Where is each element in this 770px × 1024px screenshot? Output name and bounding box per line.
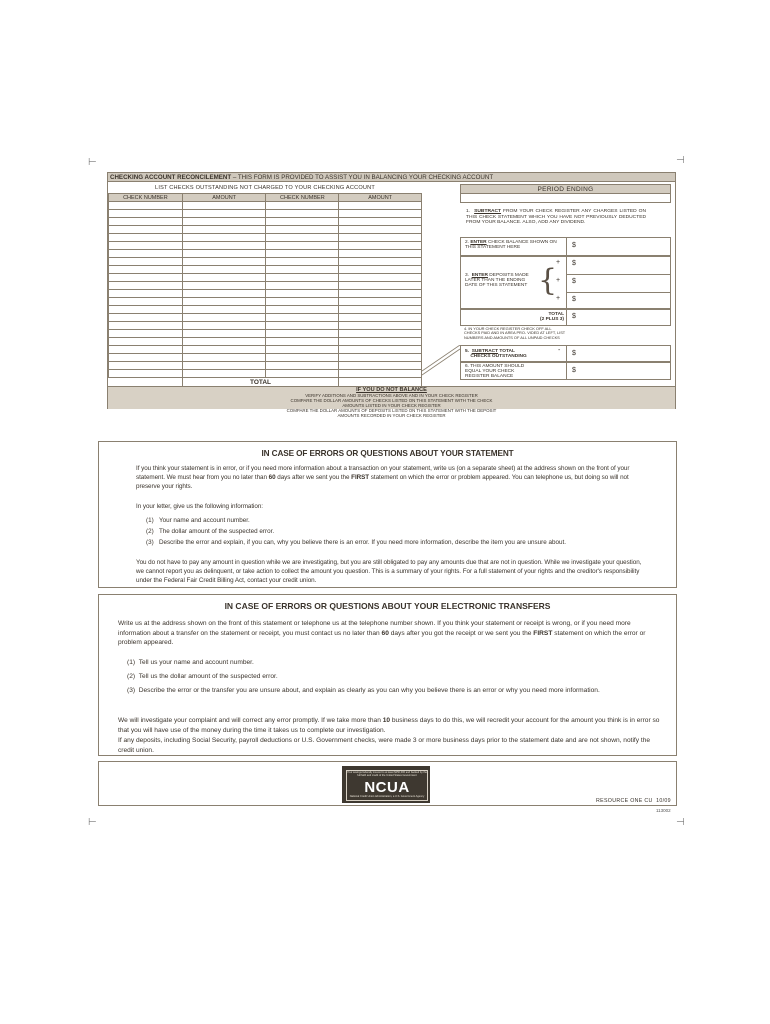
electronic-errors-paragraph-3: If any deposits, including Social Security, payroll deductions or U.S. Government checks, were made 3 or more business days prior to the statement date and are not shown, notify the credit union. [118, 737, 651, 754]
amount-cell[interactable] [339, 218, 422, 226]
check-number-cell[interactable] [109, 330, 183, 338]
outstanding-checks-area [108, 184, 422, 385]
balance-tip-line: COMPARE THE DOLLAR AMOUNTS OF DEPOSITS LISTED ON THIS STATEMENT WITH THE DEPOSIT [286, 408, 497, 413]
check-number-cell[interactable] [109, 314, 183, 322]
column-header: AMOUNT [339, 194, 422, 202]
reconcile-steps-grid [460, 237, 671, 380]
check-number-cell[interactable] [109, 370, 183, 378]
check-number-cell[interactable] [266, 242, 339, 250]
total-label-line: (2 PLUS 3) [540, 317, 564, 323]
list-number: (1) [127, 659, 136, 666]
brace-symbol: { [538, 263, 558, 298]
amount-cell[interactable] [182, 362, 266, 370]
check-number-cell[interactable] [266, 274, 339, 282]
total-connector-lines [422, 345, 462, 377]
check-number-cell[interactable] [109, 274, 183, 282]
check-number-cell[interactable] [266, 362, 339, 370]
amount-cell[interactable] [182, 306, 266, 314]
check-number-cell[interactable] [266, 314, 339, 322]
check-entry-row [109, 274, 422, 282]
amount-cell[interactable] [339, 266, 422, 274]
table-header-row [109, 194, 422, 202]
form-date: 10/09 [656, 798, 671, 804]
check-entry-row [109, 242, 422, 250]
amount-cell[interactable] [339, 234, 422, 242]
step-number: 5. [465, 349, 470, 354]
list-text: Describe the error and explain, if you can, why you believe there is an error. If you need more information, describe the item you are unsure about. [158, 539, 567, 546]
check-number-cell[interactable] [109, 242, 183, 250]
step-keyword: SUBTRACT [474, 209, 502, 214]
check-entry-row [109, 234, 422, 242]
step-description: DEPOSITS MADE LATER THAN THE ENDING DATE OF THIS STATEMENT [465, 273, 529, 289]
crop-mark-bottom-left: ⊢ [88, 817, 97, 828]
amount-cell[interactable] [339, 290, 422, 298]
amount-cell[interactable] [182, 218, 266, 226]
step-description: CHECK BALANCE SHOWN ON THIS STATEMENT HERE [465, 240, 557, 251]
list-number: (3) [127, 687, 136, 694]
footer-section [98, 761, 677, 806]
electronic-transfer-errors-section [98, 594, 677, 756]
row-line [566, 292, 671, 293]
list-text: Tell us the dollar amount of the suspected error. [138, 673, 278, 680]
step-6-label: 6. THIS AMOUNT SHOULD EQUAL YOUR CHECK REGISTER BALANCE [465, 364, 525, 380]
amount-cell[interactable] [182, 314, 266, 322]
list-number: (2) [127, 673, 136, 680]
amount-cell[interactable] [339, 370, 422, 378]
balance-tip-line: AMOUNTS RECORDED IN YOUR CHECK REGISTER [337, 413, 446, 418]
first-emphasis: FIRST [351, 474, 370, 481]
check-number-cell[interactable] [266, 202, 339, 210]
list-number: (2) [146, 528, 154, 535]
check-number-cell[interactable] [109, 250, 183, 258]
dollar-sign: $ [572, 242, 576, 249]
amount-cell[interactable] [339, 274, 422, 282]
balance-tip-line: AMOUNTS LISTED IN YOUR CHECK REGISTER [342, 403, 441, 408]
amount-cell[interactable] [182, 370, 266, 378]
step-description: CHECKS OUTSTANDING [470, 354, 527, 360]
check-number-cell[interactable] [109, 258, 183, 266]
check-entry-row [109, 298, 422, 306]
statement-errors-title: IN CASE OF ERRORS OR QUESTIONS ABOUT YOUR STATEMENT [261, 449, 514, 458]
plus-sign: + [556, 277, 561, 284]
first-emphasis: FIRST [533, 629, 553, 637]
check-number-cell[interactable] [266, 290, 339, 298]
check-number-cell[interactable] [109, 226, 183, 234]
reconcilement-title: CHECKING ACCOUNT RECONCILEMENT [110, 174, 232, 181]
step-number: 3. [465, 273, 470, 278]
amount-cell[interactable] [182, 242, 266, 250]
amount-cell[interactable] [339, 282, 422, 290]
period-ending-field[interactable] [460, 194, 671, 203]
days-emphasis: 10 [382, 717, 391, 724]
step-number: 2. [465, 240, 470, 245]
amount-cell[interactable] [339, 314, 422, 322]
check-number-cell[interactable] [109, 234, 183, 242]
amount-cell[interactable] [182, 234, 266, 242]
check-entry-row [109, 218, 422, 226]
check-number-cell[interactable] [109, 354, 183, 362]
dollar-sign: $ [572, 278, 576, 285]
check-number-cell[interactable] [266, 346, 339, 354]
paragraph-text: statement on which the error or problem appeared. You can telephone us, but doing so will not preserve your rights. [136, 474, 629, 490]
column-header: CHECK NUMBER [109, 194, 183, 202]
check-entry-row [109, 322, 422, 330]
check-number-cell[interactable] [109, 338, 183, 346]
check-number-cell[interactable] [109, 290, 183, 298]
check-number-cell[interactable] [266, 354, 339, 362]
ncua-logo-tagline: Your savings federally insured to at least $250,000 and backed by the full faith and credit of the United States Government [347, 771, 427, 777]
electronic-transfer-errors-title: IN CASE OF ERRORS OR QUESTIONS ABOUT YOUR ELECTRONIC TRANSFERS [224, 601, 551, 611]
paragraph-text: If you think your statement is in error, or if you need more information about a transaction on your statement, write us (on a separate sheet) at the address shown on the front of your statement. We must hear from you no later than [136, 465, 630, 481]
dollar-sign: $ [572, 350, 576, 357]
list-item [127, 658, 647, 668]
if-you-do-not-balance-title: IF YOU DO NOT BALANCE [356, 387, 427, 393]
check-number-cell[interactable] [266, 210, 339, 218]
step-4-text: 4. IN YOUR CHECK REGISTER CHECK OFF ALL CHECKS PAID AND IN AREA PRO- VIDED AT LEFT, LIST NUMBERS AND AMOUNTS OF ALL UNPAID CHECKS [464, 326, 566, 340]
check-number-cell[interactable] [109, 266, 183, 274]
statement-errors-paragraph-3: You do not have to pay any amount in question while we are investigating, but you are still obligated to pay any amounts due that are not in question. While we investigate your question, we cannot report you as delinquent, or take action to collect the amount you question. This is a summary of your rights. For a full statement of your rights and the creditor's responsibility under the Federal Fair Credit Billing Act, contact your credit union. [136, 559, 642, 584]
check-number-cell[interactable] [109, 298, 183, 306]
check-number-cell[interactable] [266, 250, 339, 258]
dollar-sign: $ [572, 296, 576, 303]
check-entry-row [109, 250, 422, 258]
amount-cell[interactable] [182, 250, 266, 258]
step-description: FROM YOUR CHECK REGISTER ANY CHARGES LISTED ON THIS CHECK STATEMENT WHICH YOU HAVE NOT PREVIOUSLY DEDUCTED FROM YOUR BALANCE. ALSO, ADD ANY DIVIDEND. [466, 209, 647, 226]
check-entry-row [109, 266, 422, 274]
outstanding-checks-table [108, 193, 422, 388]
paragraph-text: We will investigate your complaint and will correct any error promptly. If we take more than [118, 717, 383, 724]
check-entry-row [109, 290, 422, 298]
amount-cell[interactable] [339, 298, 422, 306]
check-number-cell[interactable] [109, 202, 183, 210]
amount-cell[interactable] [339, 330, 422, 338]
list-text: Your name and account number. [158, 517, 250, 524]
amount-cell[interactable] [339, 322, 422, 330]
paragraph-text: Write us at the address shown on the front of this statement or telephone us at the telephone number shown. If you think your statement or receipt is wrong, or if you need more information about a transfer on the statement or receipt, you must contact us no later than [118, 620, 631, 637]
statement-errors-paragraph-1 [136, 464, 643, 491]
check-number-cell[interactable] [266, 306, 339, 314]
list-number: (1) [146, 517, 154, 524]
step-2-label [465, 240, 560, 250]
check-entry-row [109, 346, 422, 354]
column-divider [566, 363, 567, 379]
amount-cell[interactable] [182, 226, 266, 234]
column-header: CHECK NUMBER [266, 194, 339, 202]
column-divider [566, 257, 567, 308]
column-divider [566, 238, 567, 255]
step-3-label [465, 273, 535, 289]
column-header: AMOUNT [182, 194, 266, 202]
row-line [566, 274, 671, 275]
period-ending-label: PERIOD ENDING [460, 184, 671, 194]
check-entry-row [109, 314, 422, 322]
step-number: 1. [466, 209, 471, 214]
check-entry-row [109, 258, 422, 266]
amount-cell[interactable] [182, 322, 266, 330]
amount-cell[interactable] [182, 338, 266, 346]
amount-cell[interactable] [339, 306, 422, 314]
minus-sign: - [558, 347, 561, 354]
check-number-cell[interactable] [266, 266, 339, 274]
amount-cell[interactable] [339, 250, 422, 258]
crop-mark-top-right: ⊣ [676, 155, 685, 166]
amount-cell[interactable] [182, 274, 266, 282]
check-number-cell[interactable] [266, 338, 339, 346]
total-2-plus-3-label [521, 312, 564, 322]
electronic-errors-paragraph-1 [118, 619, 663, 648]
check-entry-row [109, 330, 422, 338]
plus-sign: + [556, 295, 561, 302]
column-divider [566, 346, 567, 361]
amount-cell[interactable] [339, 242, 422, 250]
check-number-cell[interactable] [266, 322, 339, 330]
paragraph-text: statement on which the error or problem appeared. [118, 629, 646, 646]
check-number-cell[interactable] [109, 306, 183, 314]
check-number-cell[interactable] [266, 226, 339, 234]
step-keyword: ENTER [471, 273, 488, 278]
ncua-logo-frame [346, 770, 428, 801]
list-item [146, 538, 566, 547]
balance-tip-line: VERIFY ADDITIONS AND SUBTRACTIONS ABOVE AND IN YOUR CHECK REGISTER [305, 393, 478, 398]
electronic-errors-paragraph-2 [118, 716, 663, 735]
check-number-cell[interactable] [109, 362, 183, 370]
ncua-logo-agency: National Credit Union Administration, a U.S. Government Agency [349, 795, 425, 798]
if-you-do-not-balance-box [108, 386, 675, 418]
amount-cell[interactable] [182, 258, 266, 266]
check-number-cell[interactable] [266, 234, 339, 242]
check-number-cell[interactable] [266, 218, 339, 226]
ncua-logo-wordmark: NCUA [364, 779, 410, 796]
check-entry-row [109, 362, 422, 370]
check-entry-row [109, 202, 422, 210]
paragraph-text: days after you got the receipt or we sent you the [388, 629, 534, 637]
credit-union-name [596, 798, 671, 804]
check-number-cell[interactable] [266, 258, 339, 266]
statement-errors-paragraph-2: In your letter, give us the following information: [136, 503, 264, 510]
balance-tip-line: COMPARE THE DOLLAR AMOUNTS OF CHECKS LISTED ON THIS STATEMENT WITH THE CHECK [290, 398, 493, 403]
check-number-cell[interactable] [266, 370, 339, 378]
check-number-cell[interactable] [109, 218, 183, 226]
check-number-cell[interactable] [109, 210, 183, 218]
plus-sign: + [556, 259, 561, 266]
step-5-row [460, 345, 671, 362]
amount-cell[interactable] [339, 338, 422, 346]
step-6-row [460, 362, 671, 380]
reconcilement-subtitle: – THIS FORM IS PROVIDED TO ASSIST YOU IN BALANCING YOUR CHECKING ACCOUNT [231, 174, 494, 181]
ncua-logo [342, 766, 430, 803]
amount-cell[interactable] [182, 298, 266, 306]
amount-cell[interactable] [339, 210, 422, 218]
list-item [146, 527, 274, 536]
amount-cell[interactable] [339, 202, 422, 210]
credit-union-label: RESOURCE ONE CU [596, 798, 653, 804]
list-text: Tell us your name and account number. [138, 659, 254, 666]
step-keyword: SUBTRACT [471, 349, 499, 354]
check-number-cell[interactable] [109, 346, 183, 354]
list-text: The dollar amount of the suspected error. [158, 528, 275, 535]
form-code: 113002 [656, 808, 671, 813]
step-1-text [466, 209, 646, 226]
outstanding-checks-title: LIST CHECKS OUTSTANDING NOT CHARGED TO YOUR CHECKING ACCOUNT [155, 185, 375, 191]
paragraph-text: days after we sent you the [275, 474, 352, 481]
check-number-cell[interactable] [266, 298, 339, 306]
step-2-row [460, 237, 671, 256]
amount-cell[interactable] [339, 354, 422, 362]
reconcilement-section [107, 172, 676, 418]
days-emphasis: 60 [268, 474, 276, 481]
check-entry-row [109, 282, 422, 290]
dollar-sign: $ [572, 367, 576, 374]
check-number-cell[interactable] [109, 282, 183, 290]
check-number-cell[interactable] [109, 322, 183, 330]
dollar-sign: $ [572, 313, 576, 320]
check-entry-row [109, 338, 422, 346]
crop-mark-bottom-right: ⊣ [676, 817, 685, 828]
step-3-row [460, 256, 671, 309]
check-entry-row [109, 306, 422, 314]
amount-cell[interactable] [339, 226, 422, 234]
total-label: TOTAL [182, 378, 338, 388]
step-description: TOTAL [498, 349, 515, 354]
check-entry-row [109, 226, 422, 234]
list-item [127, 672, 647, 682]
amount-cell[interactable] [182, 346, 266, 354]
amount-cell[interactable] [182, 282, 266, 290]
list-item [146, 516, 250, 525]
total-2-plus-3-row [460, 309, 671, 326]
check-number-cell[interactable] [266, 330, 339, 338]
dollar-sign: $ [572, 260, 576, 267]
step-5-label [465, 349, 560, 359]
check-entry-row [109, 354, 422, 362]
amount-cell[interactable] [182, 290, 266, 298]
reconcilement-header [108, 173, 675, 182]
list-text: Describe the error or the transfer you are unsure about, and explain as clearly as you can why you believe there is an error or why you need more information. [138, 687, 600, 694]
check-number-cell[interactable] [266, 282, 339, 290]
crop-mark-top-left: ⊢ [88, 157, 97, 168]
column-divider [566, 310, 567, 325]
check-entry-row [109, 210, 422, 218]
amount-cell[interactable] [339, 258, 422, 266]
amount-cell[interactable] [182, 266, 266, 274]
list-number: (3) [146, 539, 154, 546]
list-item [127, 686, 647, 696]
amount-cell[interactable] [339, 362, 422, 370]
amount-cell[interactable] [182, 354, 266, 362]
check-entry-row [109, 370, 422, 378]
amount-cell[interactable] [182, 330, 266, 338]
total-label-line: TOTAL [548, 312, 564, 317]
statement-errors-section [98, 441, 677, 588]
amount-cell[interactable] [339, 346, 422, 354]
paragraph-text: business days to do this, we will recredit your account for the amount you think is in error so that you will have use of the money during the time it takes us to complete our investigation. [118, 717, 660, 734]
amount-cell[interactable] [182, 210, 266, 218]
amount-cell[interactable] [182, 202, 266, 210]
days-emphasis: 60 [381, 629, 389, 637]
step-keyword: ENTER [470, 240, 487, 245]
